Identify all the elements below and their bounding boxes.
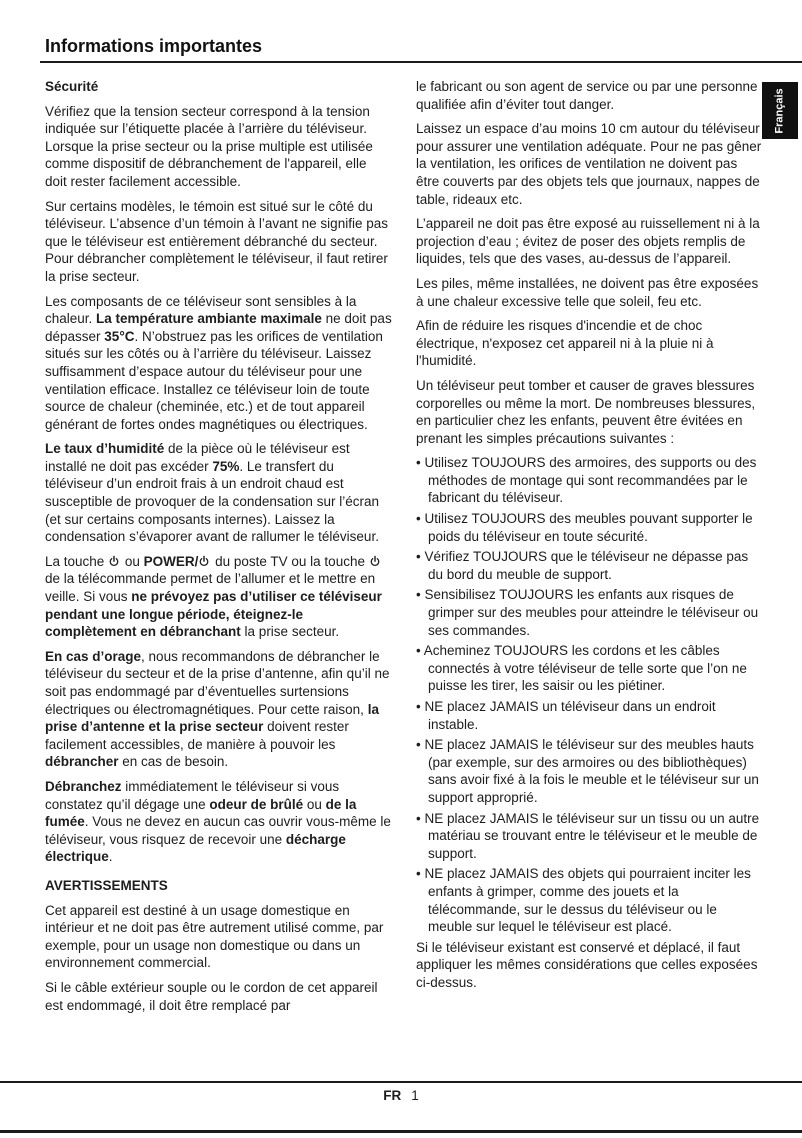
bullet-marker: •: [416, 810, 425, 826]
text-run: Les piles, même installées, ne doivent pas être exposées à une chaleur excessive telle que soleil, feu etc.: [416, 275, 759, 309]
text-run: du poste TV ou la touche: [211, 553, 369, 569]
text-run: 75%: [212, 458, 240, 474]
text-run: de la télécommande permet de l’allumer et le mettre en veille. Si vous: [45, 571, 376, 605]
text-run: .: [108, 849, 113, 865]
text-run: AVERTISSEMENTS: [45, 877, 168, 893]
bullet-marker: •: [416, 455, 425, 471]
text-run: La température ambiante maximale: [96, 311, 322, 327]
footer-lang-code: FR: [383, 1088, 402, 1103]
text-run: Utilisez TOUJOURS des armoires, des supports ou des méthodes de montage qui sont recommandées par le fabricant du téléviseur.: [424, 455, 757, 506]
power-icon: [369, 553, 382, 571]
bottom-divider: [0, 1130, 802, 1133]
paragraph: [45, 902, 392, 972]
paragraph: [416, 120, 763, 208]
title-divider: [40, 61, 802, 63]
text-run: Sécurité: [45, 79, 99, 94]
text-run: Vérifiez TOUJOURS que le téléviseur ne dépasse pas du bord du meuble de support.: [424, 549, 749, 582]
text-run: la prise secteur.: [240, 624, 340, 640]
text-run: NE placez JAMAIS un téléviseur dans un endroit instable.: [424, 699, 716, 732]
text-run: doivent rester facilement accessibles, de manière à pouvoir les: [45, 719, 349, 752]
text-run: POWER/: [143, 553, 199, 569]
text-run: Débranchez: [45, 778, 122, 794]
text-run: L’appareil ne doit pas être exposé au ruissellement ni à la projection d’eau ; évitez de poser des objets remplis de liquides, tels que des vases, au-dessus de l’appareil.: [416, 216, 760, 267]
paragraph: [45, 778, 392, 866]
text-run: ou: [121, 553, 144, 569]
text-run: NE placez JAMAIS le téléviseur sur des meubles hauts (par exemple, sur des armoires ou des bibliothèques) sans avoir fixé à la fois le meuble et le téléviseur sur un support approprié.: [424, 737, 759, 805]
bullet-marker: •: [416, 511, 425, 527]
text-run: En cas d’orage: [45, 648, 142, 664]
text-run: ne prévoyez pas d’utiliser ce téléviseur pendant une longue période, éteignez-le complètement en débranchant: [45, 589, 382, 640]
text-run: Acheminez TOUJOURS les cordons et les câbles connectés à votre téléviseur de telle sorte que l’on ne puisse les tirer, les saisir ou les piétiner.: [423, 643, 747, 694]
text-run: la prise d’antenne et la prise secteur: [45, 701, 379, 735]
bullet-item: [416, 586, 763, 639]
text-run: immédiatement le téléviseur si vous constatez qu’il dégage une: [45, 778, 340, 812]
text-run: NE placez JAMAIS des objets qui pourraient inciter les enfants à grimper, comme des jouets et la télécommande, sur le dessus du téléviseur ou le meuble sur lequel le téléviseur est placé.: [424, 866, 751, 935]
language-tab-label: Français: [774, 87, 786, 134]
text-run: La touche: [45, 553, 109, 569]
paragraph: [416, 939, 763, 992]
text-run: décharge électrique: [45, 831, 346, 865]
text-run: en cas de besoin.: [118, 754, 229, 770]
text-run: Vérifiez que la tension secteur correspond à la tension indiquée sur l’étiquette placée à l’arrière du téléviseur. Lorsque la prise secteur ou la prise multiple est utilisée comme dispositif de débranchement de l'appareil, elle doit rester facilement accessible.: [45, 103, 373, 189]
text-run: 35°C: [104, 328, 135, 344]
text-run: NE placez JAMAIS le téléviseur sur un tissu ou un autre matériau se trouvant entre le téléviseur et le meuble de support.: [424, 810, 760, 861]
bullet-item: [416, 698, 763, 733]
page-footer: [0, 1088, 802, 1103]
text-run: Afin de réduire les risques d'incendie et de choc électrique, n'exposez cet appareil ni à la pluie ni à l'humidité.: [416, 318, 714, 369]
content-columns: [45, 78, 763, 1021]
paragraph: [45, 553, 392, 641]
power-icon: [198, 553, 211, 571]
footer-page-number: 1: [411, 1088, 419, 1103]
text-run: de la pièce où le téléviseur est installé ne doit pas excéder: [45, 441, 350, 474]
bullet-item: [416, 810, 763, 863]
text-run: odeur de brûlé: [209, 796, 304, 812]
left-column: [45, 78, 392, 1021]
paragraph: [45, 440, 392, 546]
text-run: Un téléviseur peut tomber et causer de graves blessures corporelles ou même la mort. De nombreuses blessures, en particulier chez les enfants, peuvent être évitées en prenant les simples précautions suivantes :: [416, 377, 756, 446]
right-column: [416, 78, 763, 1021]
footer-divider: [0, 1081, 802, 1083]
bullet-item: [416, 548, 763, 583]
bullet-item: [416, 736, 763, 806]
bullet-marker: •: [416, 643, 424, 659]
paragraph: [416, 377, 763, 447]
paragraph: [45, 293, 392, 434]
text-run: Laissez un espace d’au moins 10 cm autour du téléviseur pour assurer une ventilation adéquate. Pour ne pas gêner la ventilation, les orifices de ventilation ne doivent pas être couverts par des objets tels que journaux, nappes de table, rideaux etc.: [416, 121, 762, 207]
bullet-marker: •: [416, 699, 425, 714]
text-run: . Vous ne devez en aucun cas ouvrir vous-même le téléviseur, vous risquez de recevoir une: [45, 814, 391, 847]
text-run: le fabricant ou son agent de service ou par une personne qualifiée afin d’éviter tout danger.: [416, 79, 758, 112]
text-run: de la fumée: [45, 796, 357, 830]
paragraph: [416, 317, 763, 370]
paragraph: [45, 198, 392, 286]
text-run: ne doit pas dépasser: [45, 311, 392, 344]
paragraph: [416, 215, 763, 268]
section-heading: [45, 78, 392, 96]
text-run: , nous recommandons de débrancher le téléviseur du secteur et de la prise d’antenne, afin qu’il ne soit pas endommagé par d’éventuelles surtensions électriques ou électromagnétiques. Pour cette raison,: [45, 648, 390, 717]
text-run: Sur certains modèles, le témoin est situé sur le côté du téléviseur. L’absence d’un témoin à l’avant ne signifie pas que le téléviseur est entièrement débranché du secteur. Pour débrancher complètement le téléviseur, il faut retirer la prise secteur.: [45, 198, 388, 284]
bullet-marker: •: [416, 549, 425, 565]
text-run: Sensibilisez TOUJOURS les enfants aux risques de grimper sur des meubles pour atteindre le téléviseur ou ses commandes.: [424, 587, 759, 638]
bullet-item: [416, 510, 763, 545]
text-run: . Le transfert du téléviseur d’un endroit frais à un endroit chaud est susceptible de provoquer de la condensation sur l’écran (et sur certains composants internes). Laissez la condensation s’évaporer avant de rallumer le téléviseur.: [45, 458, 379, 545]
text-run: ou: [303, 796, 326, 812]
bullet-marker: •: [416, 587, 425, 603]
bullet-item: [416, 454, 763, 507]
paragraph: [416, 78, 763, 113]
text-run: Utilisez TOUJOURS des meubles pouvant supporter le poids du téléviseur en toute sécurité.: [424, 511, 753, 544]
text-run: . N’obstruez pas les orifices de ventilation situés sur les côtés ou à l’arrière du téléviseur. Laissez suffisamment d’espace autour du téléviseur pour une ventilation efficace. Installez ce téléviseur loin de toute source de chaleur (cheminée, etc.) et de tout appareil générant de fortes ondes magnétiques ou électriques.: [45, 328, 383, 432]
paragraph: [45, 648, 392, 771]
text-run: Si le téléviseur existant est conservé et déplacé, il faut appliquer les mêmes considérations que celles exposées ci-dessus.: [416, 939, 758, 990]
section-heading: [45, 877, 392, 895]
paragraph: [45, 979, 392, 1014]
power-icon: [108, 553, 121, 571]
bullet-item: [416, 865, 763, 935]
bullet-marker: •: [416, 737, 425, 753]
text-run: Si le câble extérieur souple ou le cordon de cet appareil est endommagé, il doit être remplacé par: [45, 979, 378, 1013]
bullet-marker: •: [416, 866, 425, 882]
paragraph: [416, 275, 763, 310]
language-tab: [762, 82, 798, 139]
bullet-item: [416, 642, 763, 695]
paragraph: [45, 103, 392, 191]
page-title: Informations importantes: [45, 36, 263, 56]
text-run: Les composants de ce téléviseur sont sensibles à la chaleur.: [45, 293, 357, 327]
text-run: débrancher: [45, 754, 119, 770]
text-run: Le taux d’humidité: [45, 441, 165, 457]
text-run: Cet appareil est destiné à un usage domestique en intérieur et ne doit pas être autrement utilisé comme, par exemple, pour un usage non domestique ou dans un environnement commercial.: [45, 902, 384, 971]
